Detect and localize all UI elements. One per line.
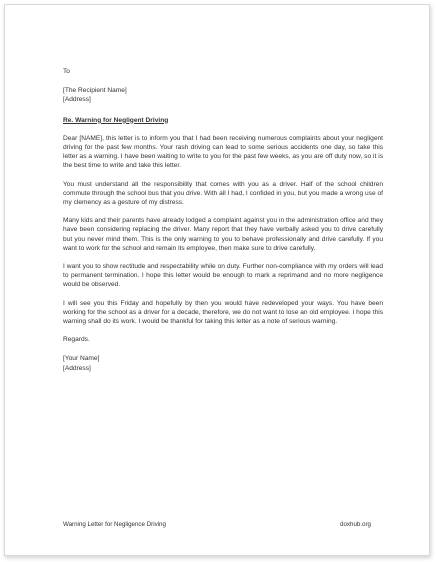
to-label: To — [63, 68, 70, 75]
spacer — [63, 344, 383, 354]
page-footer — [63, 520, 371, 529]
paragraph-2: You must understand all the responsibility that comes with you as a driver. Half of the school children commute through the school bus that you drive. With all I had, I confided in you, but you made a wrong use of my clemency as a gesture of my distress. — [63, 180, 383, 207]
recipient-address: [Address] — [63, 96, 91, 104]
spacer — [63, 76, 383, 86]
letter-body — [63, 67, 383, 373]
footer-site: doxhub.org — [340, 521, 371, 528]
sender-address: [Address] — [63, 364, 91, 372]
document-page — [4, 4, 430, 556]
paragraph-4: I want you to show rectitude and respectability while on duty. Further non-compliance with my orders will lead to permanent termination. I hope this letter would be enough to mark a reprimand and no more negligence would be observed. — [63, 263, 383, 289]
recipient-name: [The Recipient Name] — [63, 87, 127, 95]
subject-line: Re. Warning for Negligent Driving — [63, 116, 169, 124]
closing: Regards. — [63, 336, 90, 344]
paragraph-5: I will see you this Friday and hopefully by then you would have redeveloped your ways. You have been working for the school as a driver for a decade, therefore, we do not want to lose an old employee. I hope this warning shall do its work. I would be thankful for taking this letter as a note of serious warning. — [63, 299, 383, 326]
paragraph-1: Dear [NAME], this letter is to inform you that I had been receiving numerous complaints about your negligent driving for the past few months. Your rash driving can lead to some serious accidents one day, so take this letter as a warning. I have been waiting to write to you for the past few weeks, as you are off duty now, so it is the best time to write and take this letter. — [63, 134, 383, 170]
footer-title: Warning Letter for Negligence Driving — [63, 521, 166, 528]
paragraph-3: Many kids and their parents have already lodged a complaint against you in the administration office and they have been considering replacing the driver. Many report that they have verbally asked you to drive carefully but you never mind them. This is the only warning to you to behave professionally and drive carefully. If you want to work for the school and remain its employee, then make sure to drive carefully. — [63, 217, 383, 252]
sender-name: [Your Name] — [63, 355, 100, 363]
